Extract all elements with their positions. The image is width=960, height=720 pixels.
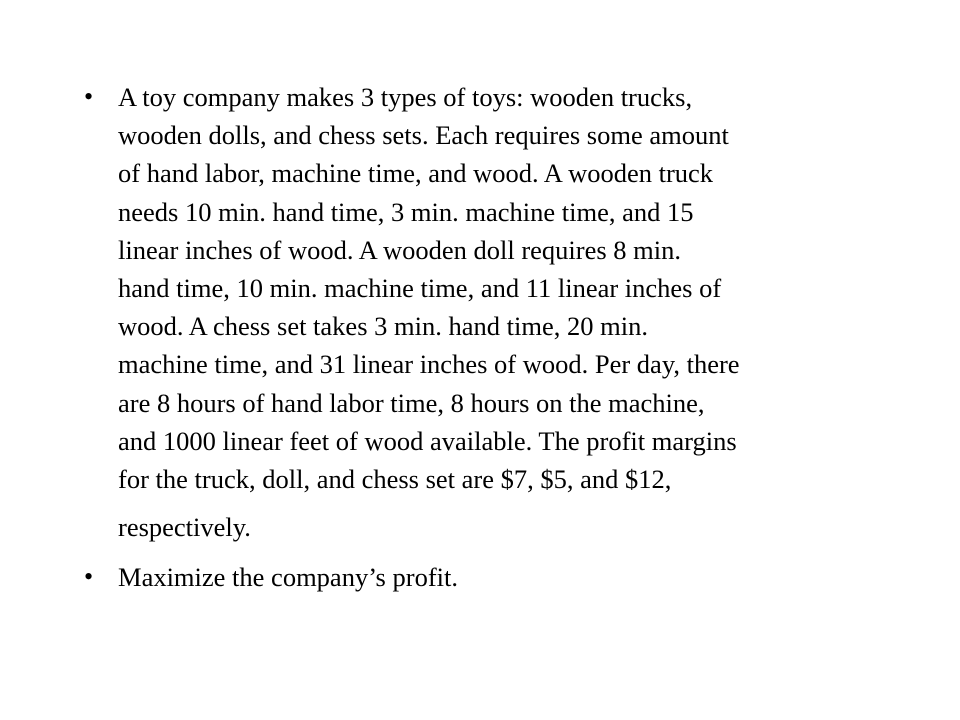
text-line: and 1000 linear feet of wood available. The profit margins bbox=[118, 425, 737, 456]
text-line: respectively. bbox=[118, 512, 251, 543]
text-line: hand time, 10 min. machine time, and 11 linear inches of bbox=[118, 273, 722, 304]
text-line: linear inches of wood. A wooden doll requires 8 min. bbox=[118, 234, 682, 265]
text-line: Maximize the company’s profit. bbox=[118, 562, 458, 593]
bullet-problem-statement bbox=[84, 78, 904, 546]
text-line: wooden dolls, and chess sets. Each requires some amount bbox=[118, 120, 729, 151]
bullet-objective bbox=[84, 558, 904, 596]
bullet-list bbox=[84, 78, 904, 597]
text-line: A toy company makes 3 types of toys: wooden trucks, bbox=[118, 82, 693, 112]
text-line: are 8 hours of hand labor time, 8 hours on the machine, bbox=[118, 387, 705, 418]
text-line: wood. A chess set takes 3 min. hand time, 20 min. bbox=[118, 311, 648, 342]
bullet-icon: • bbox=[84, 562, 94, 592]
bullet-icon: • bbox=[84, 82, 94, 111]
text-line: needs 10 min. hand time, 3 min. machine time, and 15 bbox=[118, 196, 694, 227]
text-line: for the truck, doll, and chess set are $7, $5, and $12, bbox=[118, 464, 672, 495]
text-line: machine time, and 31 linear inches of wood. Per day, there bbox=[118, 349, 740, 380]
text-line: of hand labor, machine time, and wood. A wooden truck bbox=[118, 158, 714, 189]
